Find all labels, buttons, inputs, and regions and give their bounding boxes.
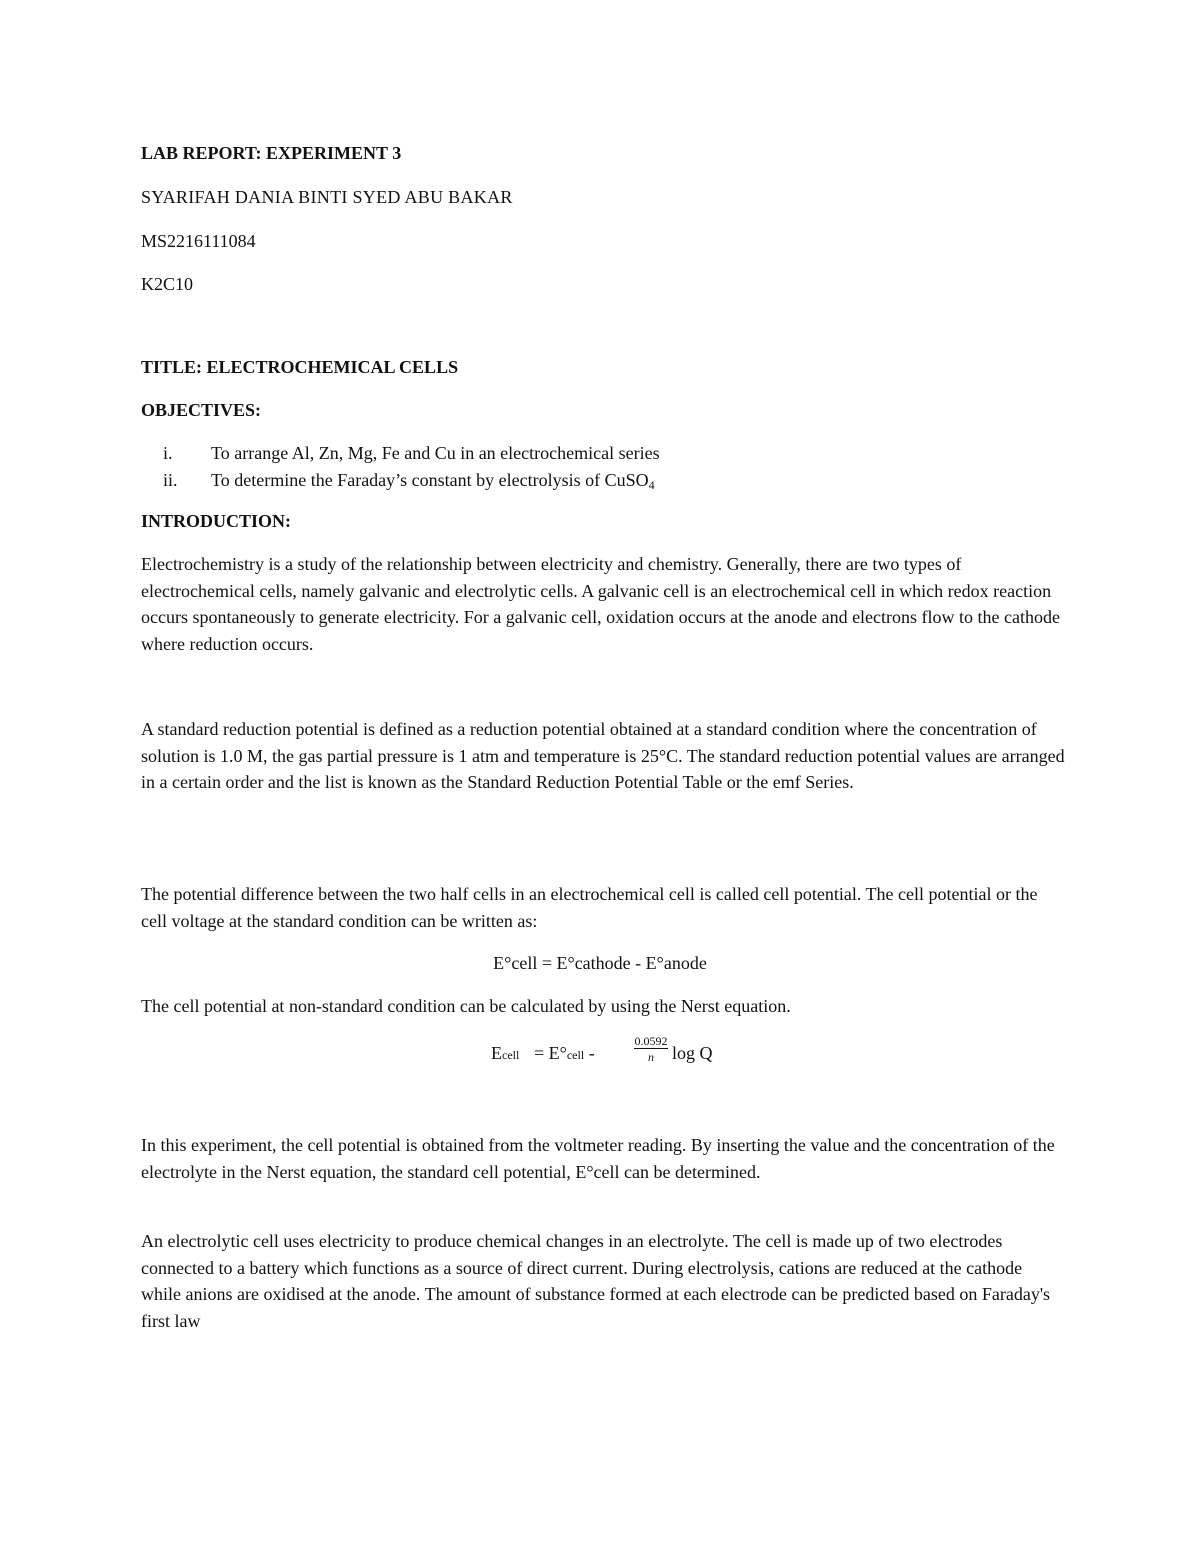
eq-fraction (634, 1034, 668, 1065)
intro-paragraph-5: In this experiment, the cell potential is obtained from the voltmeter reading. By inserting the value and the concentration of the electrolyte in the Nerst equation, the standard cell potential, E°cell can be determined. (141, 1135, 1055, 1182)
report-title: LAB REPORT: EXPERIMENT 3 (141, 143, 402, 163)
introduction-heading: INTRODUCTION: (141, 511, 292, 531)
subscript: 4 (648, 478, 655, 492)
intro-paragraph-3: The potential difference between the two half cells in an electrochemical cell is called cell potential. The cell potential or the cell voltage at the standard condition can be written as: (141, 884, 1038, 931)
eq-log-term: log Q (672, 1043, 713, 1063)
list-item (141, 440, 1041, 467)
cell-potential-equation: E°cell = E°cathode - E°anode (493, 953, 707, 973)
list-number: ii. (163, 470, 178, 490)
document-title: TITLE: ELECTROCHEMICAL CELLS (141, 357, 459, 377)
student-id: MS2216111084 (141, 231, 256, 251)
eq-lhs (491, 1042, 519, 1066)
objective-text (211, 467, 655, 499)
eq-lhs-symbol: E (491, 1043, 502, 1063)
list-number: i. (163, 443, 173, 463)
objective-text-main: To determine the Faraday’s constant by electrolysis of CuSO (211, 470, 649, 490)
eq-rhs (534, 1042, 595, 1066)
eq-rhs-symbol: = E° (534, 1043, 567, 1063)
eq-minus: - (584, 1043, 595, 1063)
class-code: K2C10 (141, 274, 194, 294)
objectives-list (141, 440, 1041, 494)
fraction-denominator: n (648, 1050, 654, 1064)
student-name: SYARIFAH DANIA BINTI SYED ABU BAKAR (141, 187, 513, 207)
list-item (141, 467, 1041, 494)
objectives-heading: OBJECTIVES: (141, 400, 262, 420)
eq-lhs-sub: cell (502, 1048, 520, 1062)
eq-rhs-sub: cell (566, 1048, 585, 1062)
intro-paragraph-6: An electrolytic cell uses electricity to produce chemical changes in an electrolyte. The cell is made up of two electrodes connected to a battery which functions as a source of direct current. During electrolysis, cations are reduced at the cathode while anions are oxidised at the anode. The amount of substance formed at each electrode can be predicted based on Faraday's first law (141, 1231, 1051, 1332)
objective-text: To arrange Al, Zn, Mg, Fe and Cu in an electrochemical series (211, 443, 660, 463)
fraction-numerator: 0.0592 (634, 1034, 668, 1048)
intro-paragraph-1: Electrochemistry is a study of the relationship between electricity and chemistry. Generally, there are two types of electrochemical cells, namely galvanic and electrolytic cells. A galvanic cell is an electrochemical cell in which redox reaction occurs spontaneously to generate electricity. For a galvanic cell, oxidation occurs at the anode and electrons flow to the cathode where reduction occurs. (141, 554, 1060, 655)
intro-paragraph-2: A standard reduction potential is defined as a reduction potential obtained at a standard condition where the concentration of solution is 1.0 M, the gas partial pressure is 1 atm and temperature is 25°C. The standard reduction potential values are arranged in a certain order and the list is known as the Standard Reduction Potential Table or the emf Series. (141, 719, 1065, 793)
intro-paragraph-4: The cell potential at non-standard condition can be calculated by using the Nerst equation. (141, 996, 791, 1016)
